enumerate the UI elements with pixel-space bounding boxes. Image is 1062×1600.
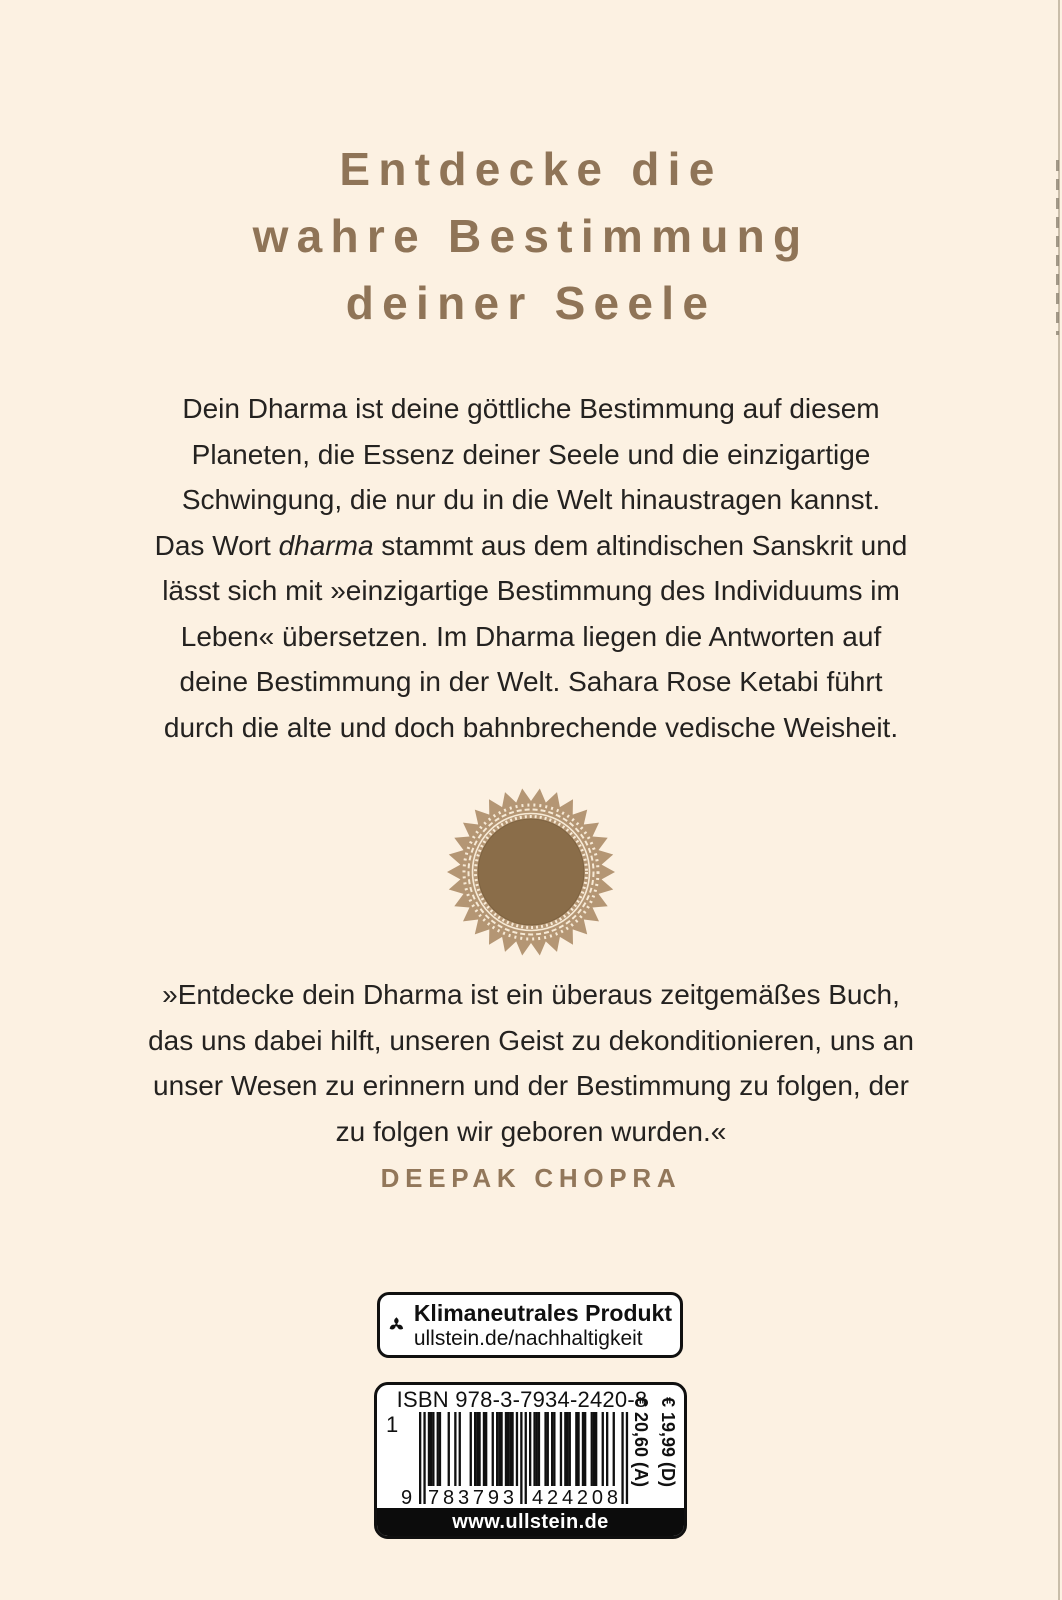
intro-line: Dein Dharma ist deine göttliche Bestimmung auf diesem (182, 393, 880, 424)
headline (0, 136, 1062, 337)
isbn-barcode-label (374, 1382, 687, 1539)
intro-line (0, 523, 1062, 569)
climate-label-text (414, 1300, 672, 1351)
price-germany: € 19,99 (D) (658, 1397, 678, 1488)
intro-line4-pre: Das Wort (154, 529, 279, 561)
recycling-leaves-icon (388, 1300, 405, 1350)
intro-line: Schwingung, die nur du in die Welt hinaustragen kannst. (181, 484, 881, 515)
website-bar (377, 1508, 684, 1536)
isbn-text: ISBN 978-3-7934-2420-8 (396, 1387, 648, 1412)
quote-line: »Entdecke dein Dharma ist ein überaus zeitgemäßes Buch, (162, 979, 900, 1010)
intro-line: durch die alte und doch bahnbrechende vedische Weisheit. (163, 711, 899, 743)
price-austria: € 20,60 (A) (631, 1397, 651, 1488)
intro-line: Planeten, die Essenz deiner Seele und die einzigartige (191, 438, 871, 470)
quote-line: das uns dabei hilft, unseren Geist zu dekonditionieren, uns an (148, 1024, 914, 1056)
barcode-digits-left: 783793 (428, 1487, 514, 1508)
intro-line: deine Bestimmung in der Welt. Sahara Rose Ketabi führt (179, 666, 883, 697)
climate-label-url: ullstein.de/nachhaltigkeit (413, 1326, 643, 1350)
quote-paragraph (0, 972, 1062, 1154)
edition-number: 1 (386, 1412, 399, 1437)
sun-seal-icon (443, 784, 619, 960)
dharma-italic-word: dharma (278, 529, 374, 561)
headline-line: wahre Bestimmung (252, 210, 810, 262)
intro-paragraph (0, 386, 1062, 750)
climate-label-title: Klimaneutrales Produkt (413, 1299, 672, 1326)
website-url: www.ullstein.de (452, 1510, 609, 1533)
intro-line: Leben« übersetzen. Im Dharma liegen die Antworten auf (180, 620, 882, 652)
quote-line: unser Wesen zu erinnern und der Bestimmung zu folgen, der (153, 1070, 909, 1101)
quote-line: zu folgen wir geboren wurden.« (335, 1115, 727, 1147)
climate-neutral-label (377, 1292, 683, 1358)
ean-barcode-icon (401, 1412, 633, 1508)
page-edge-spine-marks (1056, 160, 1059, 335)
barcode-digits-right: 424208 (532, 1487, 618, 1508)
intro-line: lässt sich mit »einzigartige Bestimmung des Individuums im (162, 575, 900, 606)
intro-line4-post: stammt aus dem altindischen Sanskrit und (373, 529, 908, 561)
quote-attribution: DEEPAK CHOPRA (380, 1163, 682, 1193)
headline-line: Entdecke die (339, 143, 723, 195)
headline-line: deiner Seele (345, 277, 717, 329)
barcode-digit-first: 9 (401, 1487, 413, 1508)
